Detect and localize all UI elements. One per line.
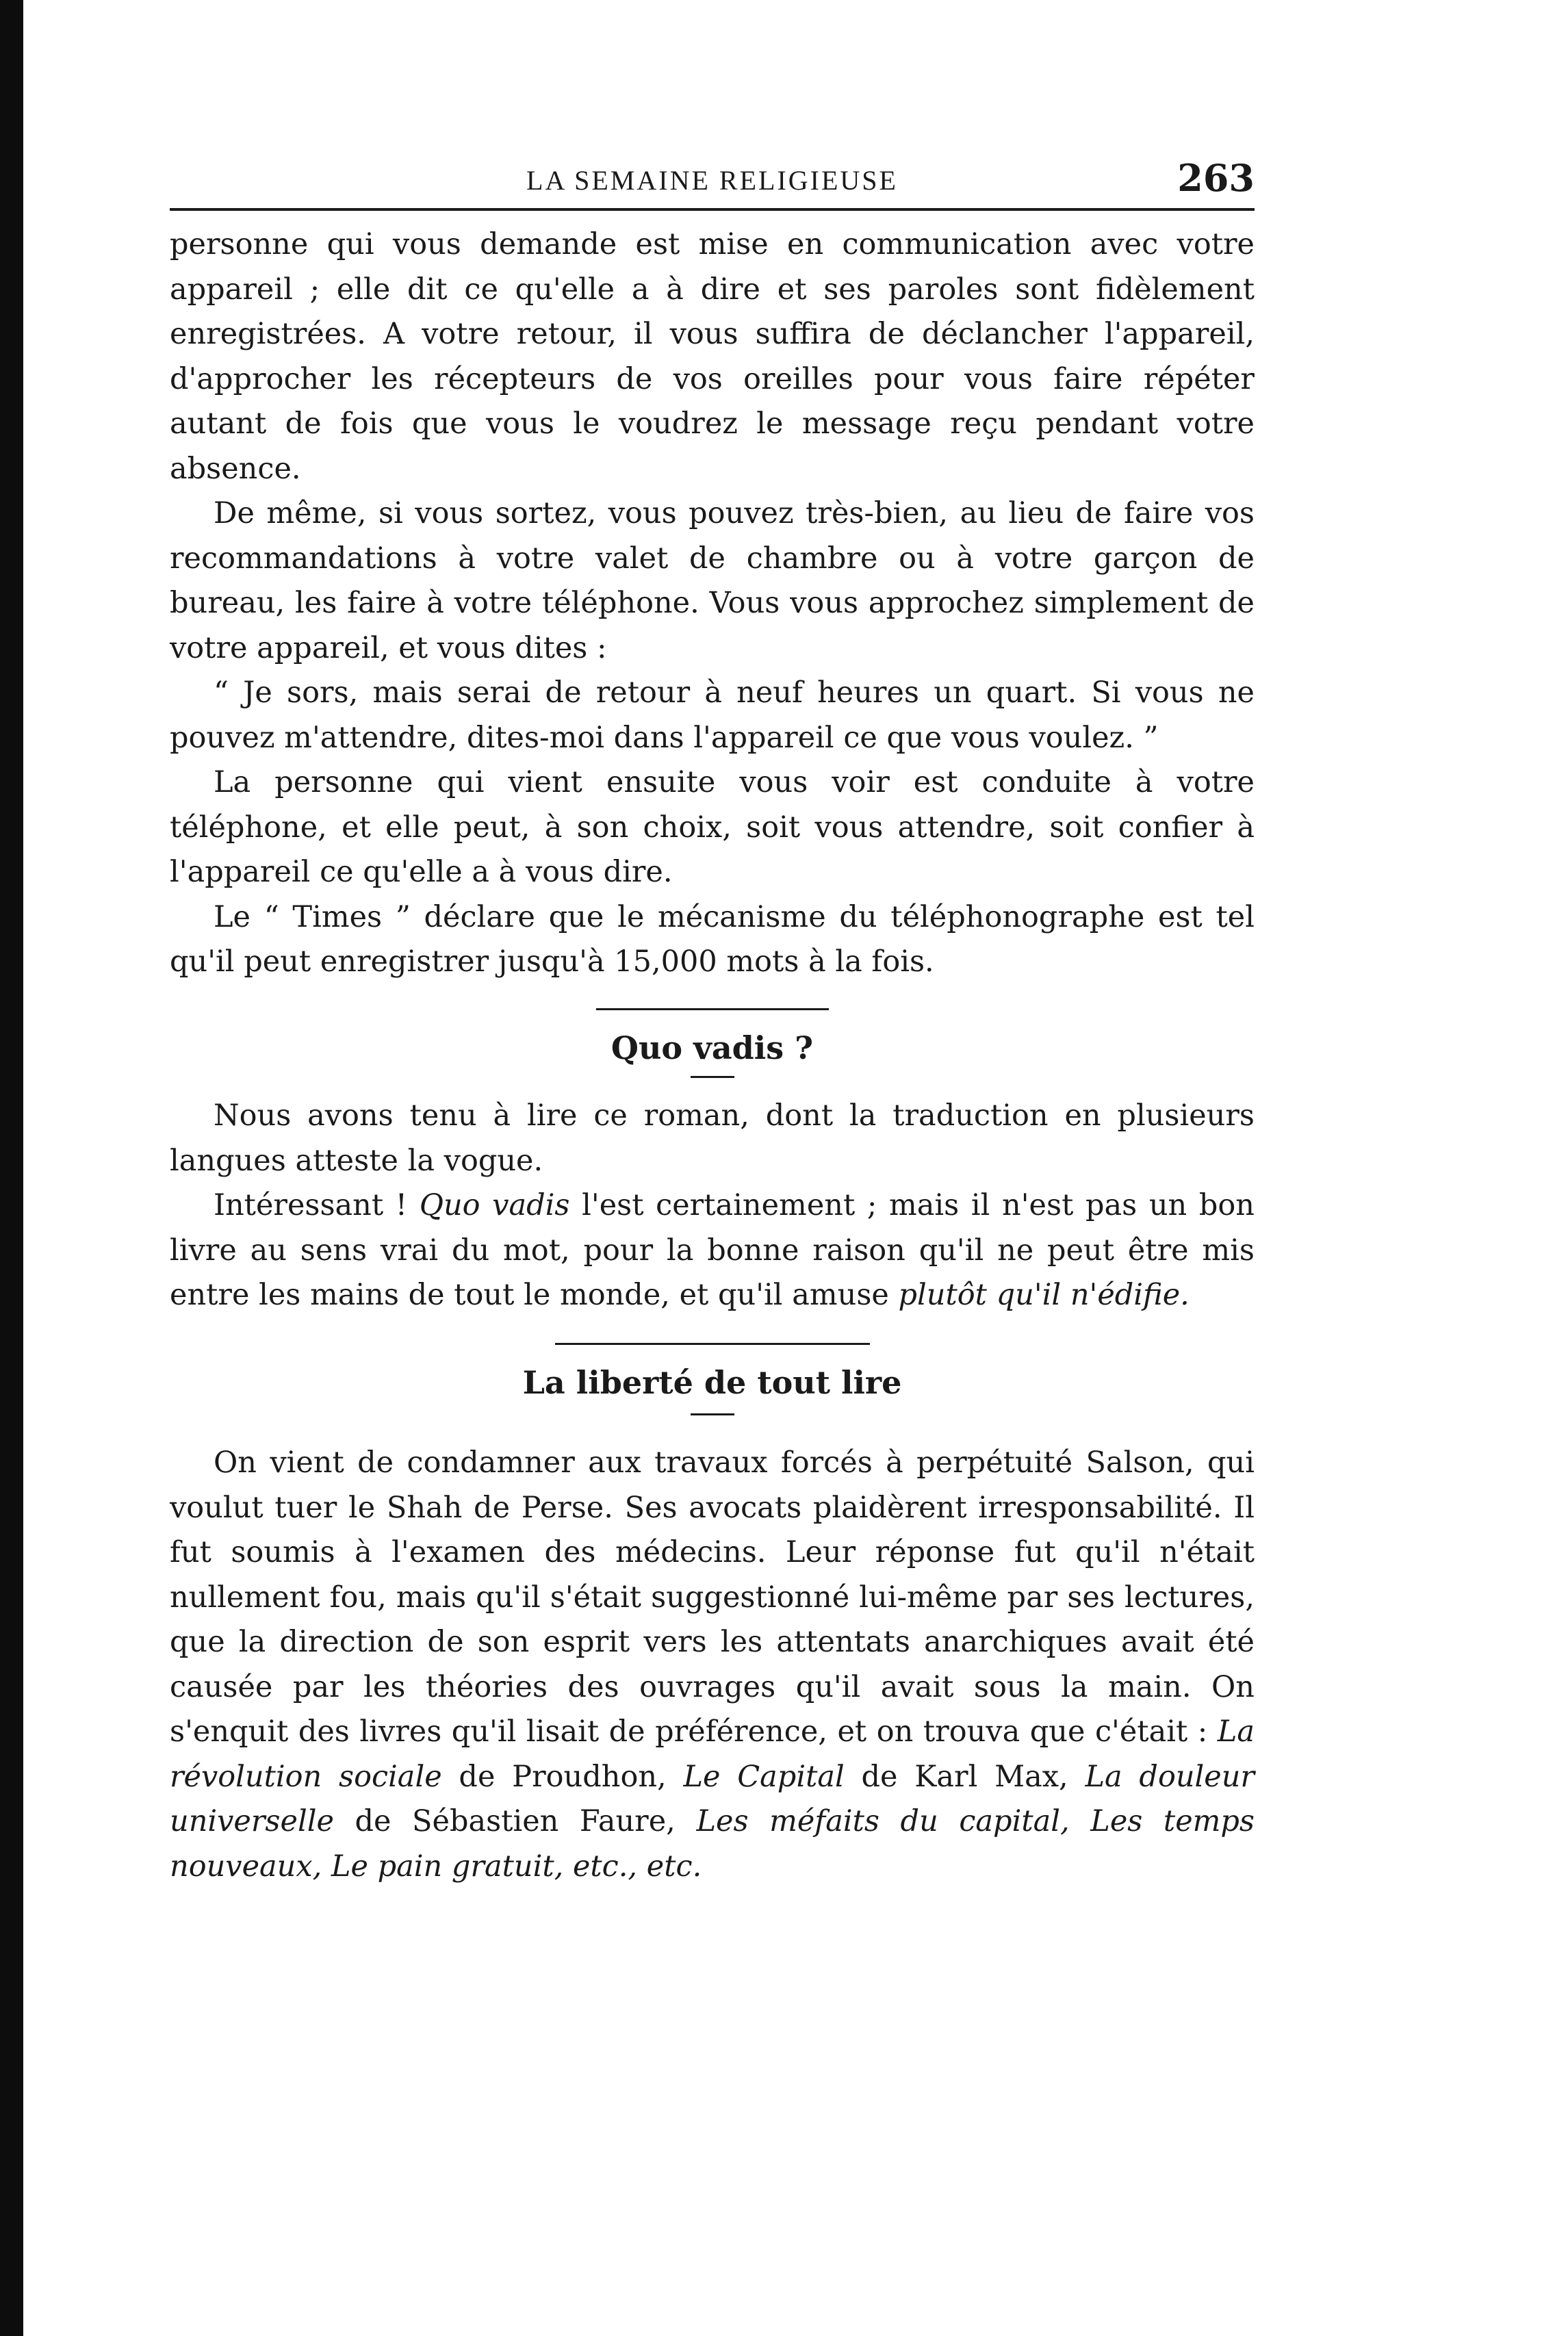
page-number: 263 [1177, 156, 1255, 200]
paragraph-continuation: personne qui vous demande est mise en communication avec votre appareil ; elle dit ce qu'elle a à dire et ses paroles sont fidèlement enregistrées. A votre retour, il vous suffira de déclancher l'appareil, d'approcher les récepteurs de vos oreilles pour vous faire répéter autant de fois que vous le voudrez le message reçu pendant votre absence. [170, 227, 1255, 486]
running-title: LA SEMAINE RELIGIEUSE [526, 165, 898, 196]
italic-conclusion: plutôt qu'il n'édifie. [898, 1278, 1190, 1312]
running-head [170, 152, 1255, 214]
section-subrule-1 [170, 1070, 1255, 1094]
page [170, 0, 1255, 2336]
section-divider-2 [170, 1318, 1255, 1361]
paragraph-liberte [170, 1441, 1255, 1889]
paragraph-quo-vadis-2 [170, 1183, 1255, 1318]
divider-rule [596, 1008, 829, 1010]
section-divider-1 [170, 985, 1255, 1026]
text-run: l'est certainement ; mais il n'est pas un bon livre au sens vrai du mot, pour la bonne raison qu'il ne peut être mis entre les mains de tout le monde, et qu'il amuse [170, 1188, 1255, 1312]
text-run: de Proudhon, [441, 1759, 684, 1794]
paragraph-la-personne: La personne qui vient ensuite vous voir est conduite à votre téléphone, et elle peut, à son choix, soit vous attendre, soit confier à l'appareil ce qu'elle a à vous dire. [170, 765, 1255, 889]
book-title-le-capital: Le Capital [683, 1759, 845, 1794]
short-rule [691, 1076, 734, 1078]
book-title-douleur-universelle: La douleur universelle [170, 1759, 1255, 1838]
paragraph-de-meme: De même, si vous sortez, vous pouvez très-bien, au lieu de faire vos recommandations à votre valet de chambre ou à votre garçon de bureau, les faire à votre téléphone. Vous vous approchez simplement de votre appareil, et vous dites : [170, 496, 1255, 665]
text-run: de Sébastien Faure, [333, 1804, 697, 1838]
divider-rule [555, 1343, 870, 1345]
text-run: de Karl Max, [844, 1759, 1085, 1794]
section-heading-quo-vadis: Quo vadis ? [611, 1029, 814, 1066]
paragraph-quo-vadis-1: Nous avons tenu à lire ce roman, dont la traduction en plusieurs langues atteste la vogue. [170, 1099, 1255, 1178]
book-title-quo-vadis: Quo vadis [419, 1188, 570, 1222]
book-spine-shadow [0, 0, 23, 2336]
section-heading-liberte: La liberté de tout lire [522, 1363, 902, 1401]
section-subrule-2 [170, 1405, 1255, 1441]
paragraph-times: Le “ Times ” déclare que le mécanisme du téléphonographe est tel qu'il peut enregistrer jusqu'à 15,000 mots à la fois. [170, 899, 1255, 979]
book-title-list: Les méfaits du capital, Les temps nouveaux, Le pain gratuit, etc., etc. [170, 1804, 1255, 1884]
book-title-revolution-sociale: La révolution sociale [170, 1715, 1255, 1794]
header-rule [170, 208, 1255, 211]
short-rule [691, 1413, 734, 1415]
body-text [170, 222, 1255, 1889]
paragraph-quotation: “ Je sors, mais serai de retour à neuf heures un quart. Si vous ne pouvez m'attendre, dites-moi dans l'appareil ce que vous voulez. ” [170, 676, 1255, 755]
text-run: On vient de condamner aux travaux forcés à perpétuité Salson, qui voulut tuer le Shah de Perse. Ses avocats plaidèrent irresponsabilité. Il fut soumis à l'examen des médecins. Leur réponse fut qu'il n'était nullement fou, mais qu'il s'était suggestionné lui-même par ses lectures, que la direction de son esprit vers les attentats anarchiques avait été causée par les théories des ouvrages qu'il avait sous la main. On s'enquit des livres qu'il lisait de préférence, et on trouva que c'était : [170, 1446, 1255, 1749]
text-run: Intéressant ! [214, 1188, 420, 1222]
